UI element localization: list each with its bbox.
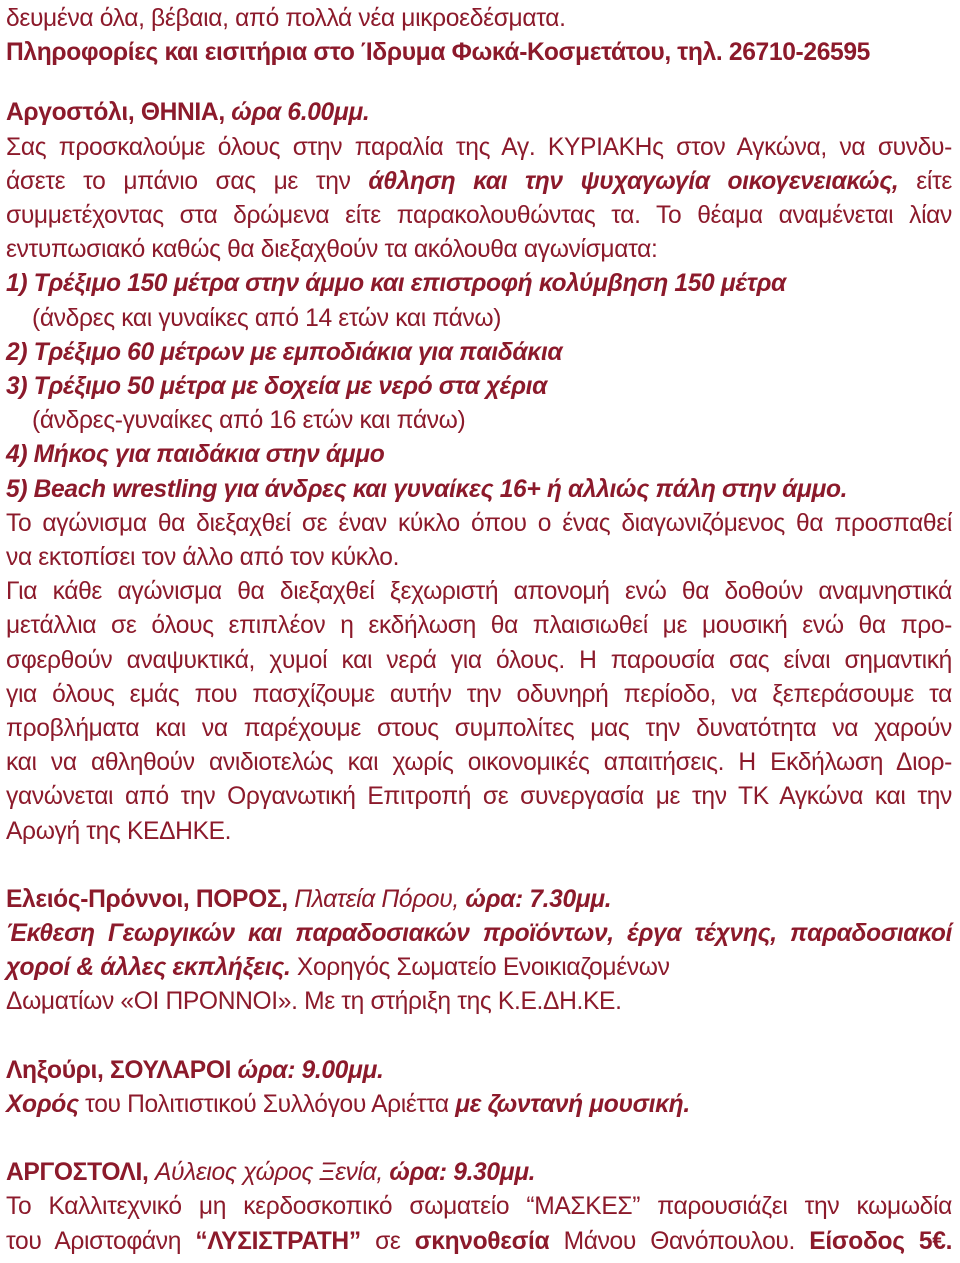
event-text-line: άσετε το μπάνιο σας με την άθληση και την ψυχαγωγία οικογενειακώς, είτε [6,167,952,195]
event-poros [6,883,952,1020]
contest-item: 5) Beach wrestling για άνδρες και γυναίκες 16+ ή αλλιώς πάλη στην άμμο. [6,475,848,503]
contest-item: 2) Τρέξιμο 60 μέτρων με εμποδιάκια για παιδάκια [6,338,563,366]
event-place: ΑΡΓΟΣΤΟΛΙ, [6,1159,149,1187]
contest-item: 1) Τρέξιμο 150 μέτρα στην άμμο και επιστροφή κολύμβηση 150 μέτρα [6,270,786,298]
intro-line: δευμένα όλα, βέβαια, από πολλά νέα μικροεδέσματα. [6,5,566,32]
event-text-line: Αρωγή της ΚΕΔΗΚΕ. [6,817,232,845]
event-text-line: χοροί & άλλες εκπλήξεις. Χορηγός Σωματείο Ενοικιαζομένων [6,954,670,982]
contest-note: (άνδρες-γυναίκες από 16 ετών και πάνω) [32,407,466,435]
event-place: Ληξούρι, ΣΟΥΛΑΡΟΙ [6,1056,232,1084]
event-highlight: Έκθεση Γεωργικών και παραδοσιακών προϊόντων, έργα τέχνης, παραδοσιακοί [6,920,952,948]
event-text-line: να εκτοπίσει τον άλλο από τον κύκλο. [6,544,400,572]
event-time: ώρα: 7.30μμ. [465,885,612,913]
spacer [6,70,952,96]
event-place: Αργοστόλι, ΘΗΝΙΑ, [6,99,225,127]
event-text-line: εντυπωσιακό καθώς θα διεξαχθούν τα ακόλουθα αγωνίσματα: [6,236,658,264]
event-text-line: σφερθούν αναψυκτικά, χυμοί και νερά για όλους. Η παρουσία σας είναι σημαντική [6,646,952,674]
event-text-line: προβλήματα και να παρέχουμε στους συμπολίτες μας την δυνατότητα να χαρούν [6,715,952,743]
event-text-line: του Αριστοφάνη “ΛΥΣΙΣΤΡΑΤΗ” σε σκηνοθεσία Μάνου Θανόπουλου. Είσοδος 5€. [6,1227,953,1255]
event-text-line: Σας προσκαλούμε όλους στην παραλία της Αγ. ΚΥΡΙΑΚΗς στον Αγκώνα, να συνδυ- [6,133,952,161]
event-text-line: Δωματίων «ΟΙ ΠΡΟΝΝΟΙ». Με τη στήριξη της Κ.Ε.ΔΗ.ΚΕ. [6,988,622,1016]
event-text-line: Το Καλλιτεχνικό μη κερδοσκοπικό σωματείο “ΜΑΣΚΕΣ” παρουσιάζει την κωμωδία [6,1193,952,1221]
event-text-line: Για κάθε αγώνισμα θα διεξαχθεί ξεχωριστή απονομή ενώ θα δοθούν αναμνηστικά [6,578,952,606]
event-venue: Πλατεία Πόρου, [294,885,459,913]
event-time: ώρα: 9.00μμ. [237,1056,384,1084]
event-venue: Αύλειος χώρος Ξενία, [154,1159,383,1187]
spacer [6,1122,952,1156]
event-heading [6,883,952,917]
tickets-info: Πληροφορίες και εισιτήρια στο Ίδρυμα Φωκά-Κοσμετάτου, τηλ. 26710-26595 [6,39,871,67]
event-argostoli-thinia [6,96,952,848]
intro-section [6,2,952,70]
spacer [6,1020,952,1054]
article-page [6,0,952,1259]
spacer [6,849,952,883]
event-place: Ελειός-Πρόννοι, ΠΟΡΟΣ, [6,885,288,913]
event-heading [6,1054,952,1088]
event-time: ώρα: 9.30μμ. [389,1159,536,1187]
event-text-line: για όλους εμάς που πασχίζουμε αυτήν την οδυνηρή περίοδο, να ξεπεράσουμε τα [6,680,952,708]
event-heading [6,96,952,130]
event-argostoli-xenia [6,1156,952,1259]
event-highlight: άθληση και την ψυχαγωγία οικογενειακώς, [368,167,899,195]
event-lixouri [6,1054,952,1122]
event-heading [6,1156,952,1190]
event-text-line: συμμετέχοντας στα δρώμενα είτε παρακολουθώντας τα. Το θέαμα αναμένεται λίαν [6,202,952,230]
event-text-line: μετάλλια σε όλους επιπλέον η εκδήλωση θα πλαισιωθεί με μουσική ενώ θα προ- [6,612,952,640]
event-text-line: Το αγώνισμα θα διεξαχθεί σε έναν κύκλο όπου ο ένας διαγωνιζόμενος θα προσπαθεί [6,509,952,537]
event-text-line: και να αθληθούν ανιδιοτελώς και χωρίς οικονομικές απαιτήσεις. Η Εκδήλωση Διορ- [6,749,952,777]
event-time: ώρα 6.00μμ. [231,99,370,127]
contest-note: (άνδρες και γυναίκες από 14 ετών και πάνω) [32,304,502,332]
event-text-line: γανώνεται από την Οργανωτική Επιτροπή σε συνεργασία με την ΤΚ Αγκώνα και την [6,783,952,811]
contest-item: 4) Μήκος για παιδάκια στην άμμο [6,441,385,469]
event-text-line: Χορός του Πολιτιστικού Συλλόγου Αριέττα με ζωντανή μουσική. [6,1090,690,1118]
contest-item: 3) Τρέξιμο 50 μέτρα με δοχεία με νερό στα χέρια [6,373,548,401]
